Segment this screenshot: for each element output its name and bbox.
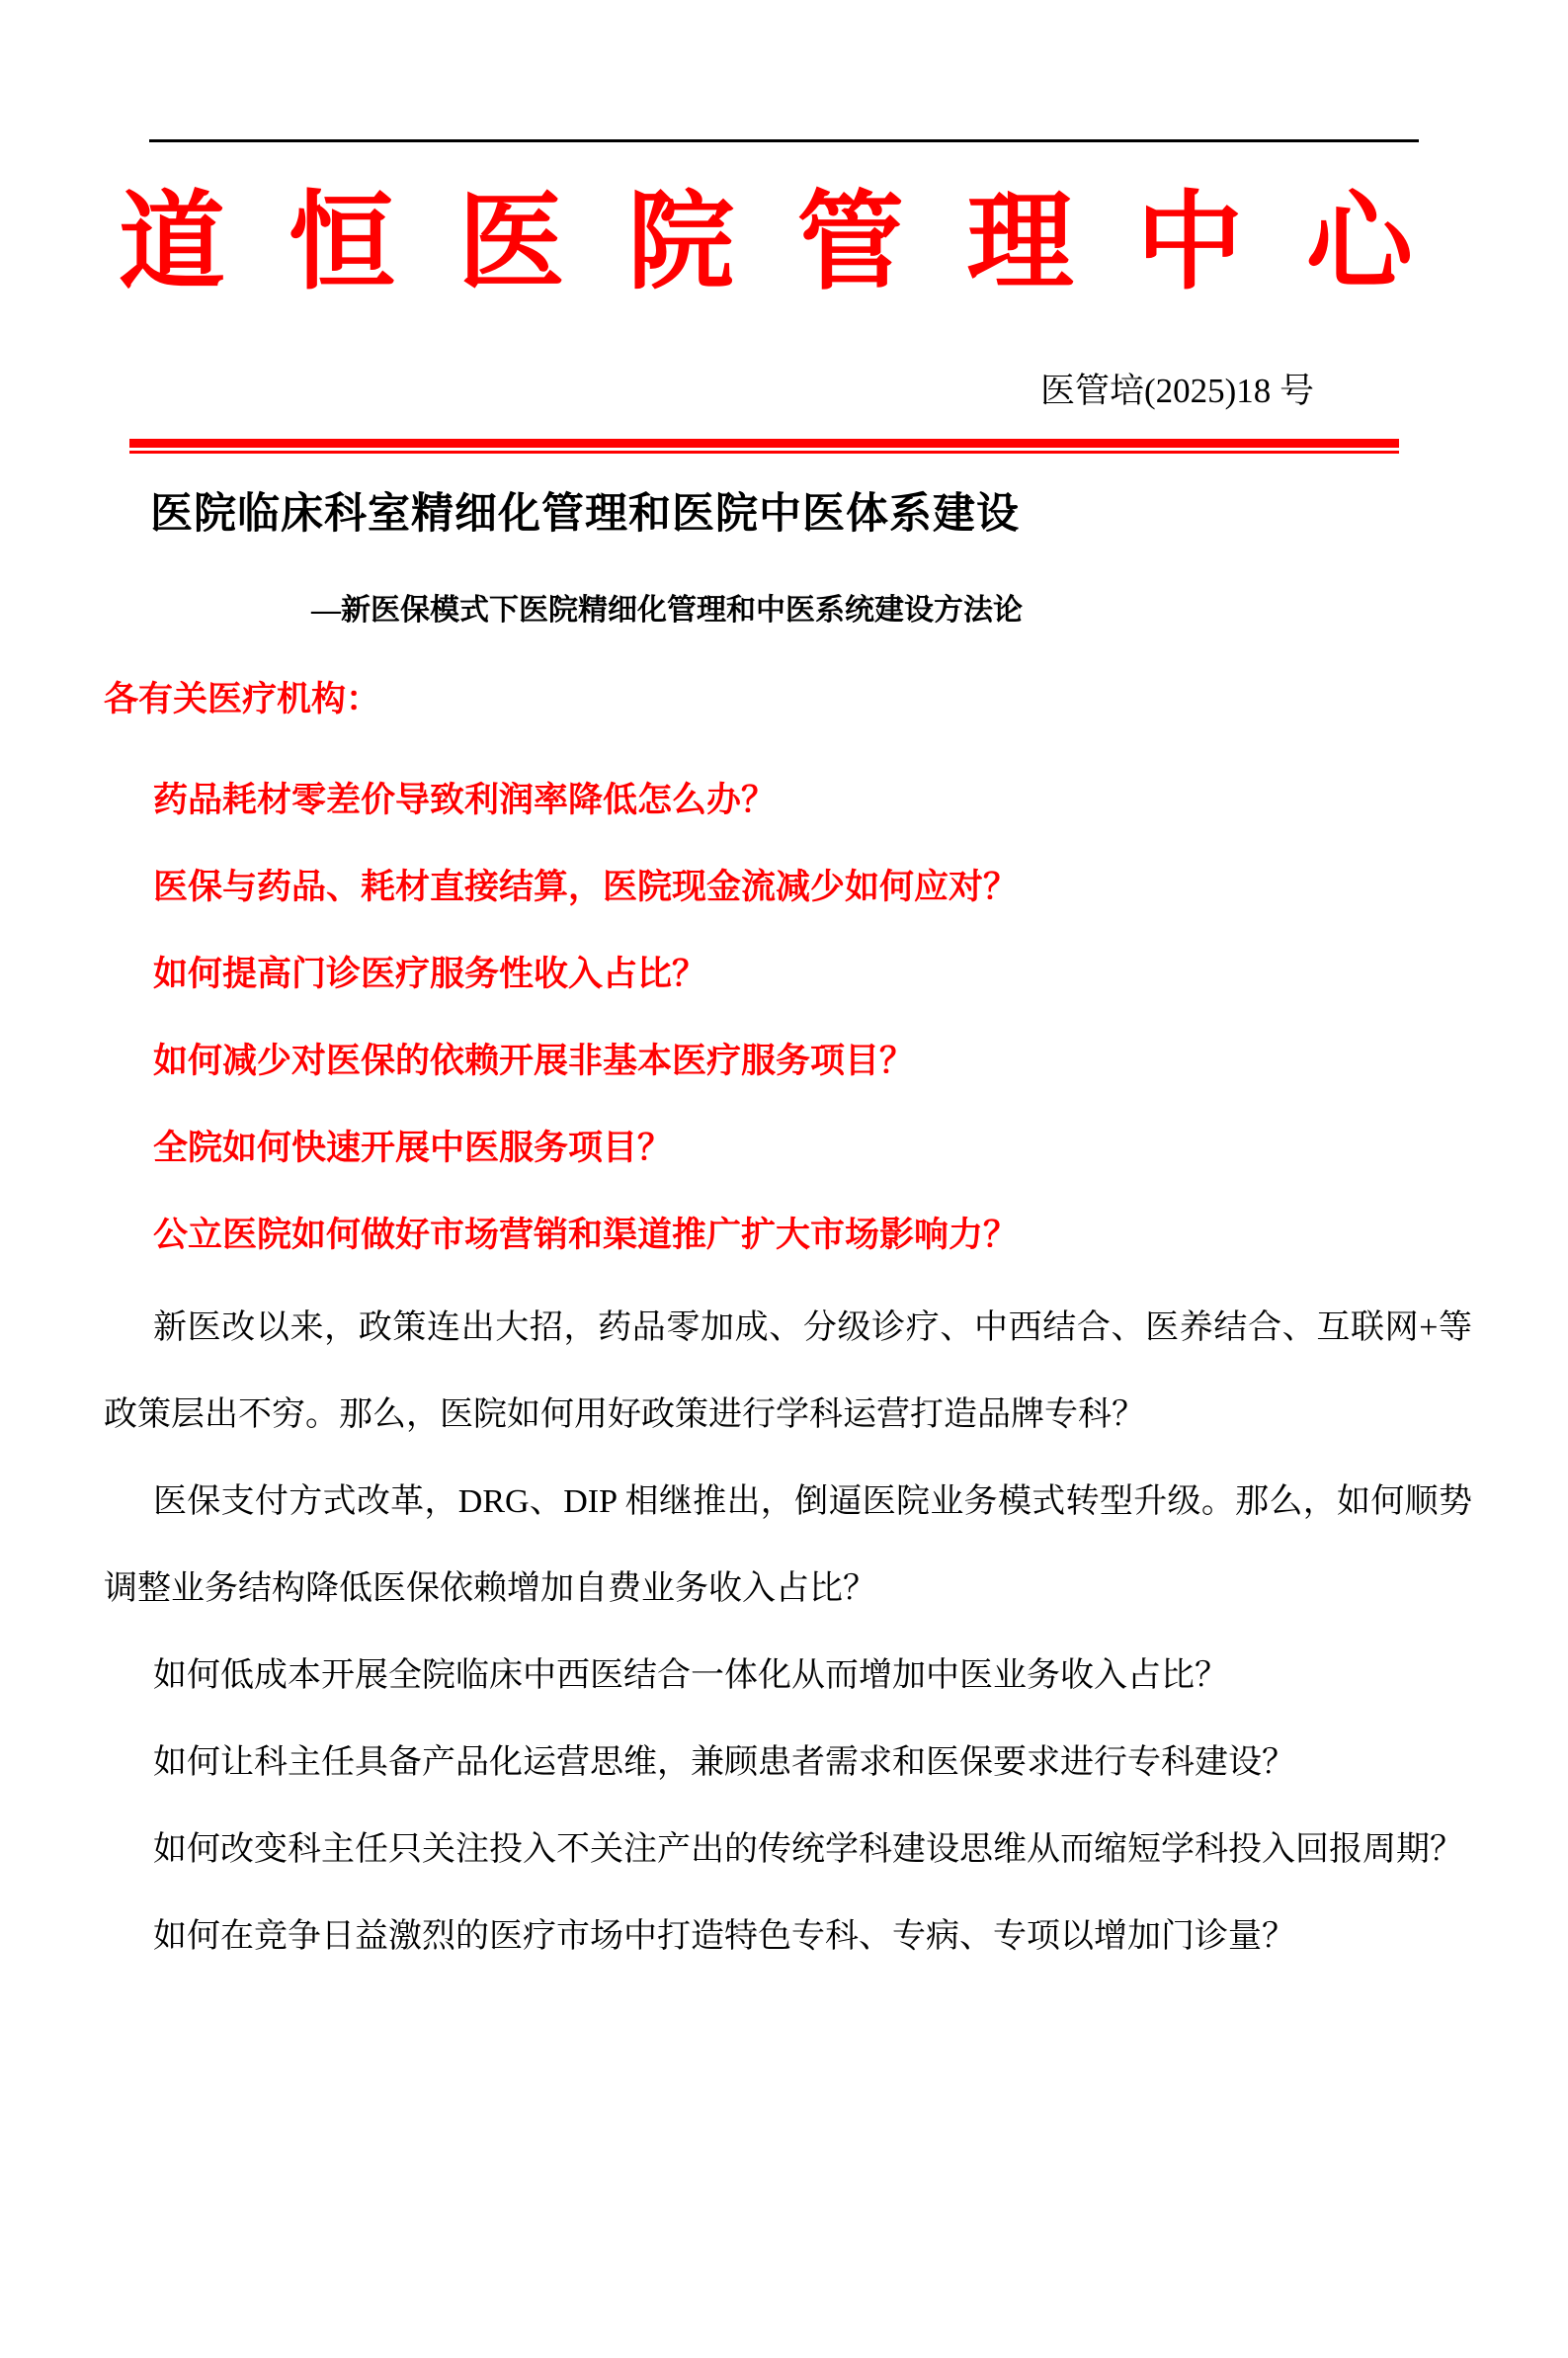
document-body [0, 489, 1568, 1980]
paragraph-list [104, 1285, 1472, 1980]
question-line: 如何减少对医保的依赖开展非基本医疗服务项目？ [153, 1042, 915, 1080]
document-number: 医管培(2025)18 号 [1039, 372, 1314, 410]
red-double-rule [129, 439, 1399, 454]
body-paragraph: 如何让科主任具备产品化运营思维，兼顾患者需求和医保要求进行专科建设？ [153, 1744, 1295, 1781]
question-line: 医保与药品、耗材直接结算，医院现金流减少如何应对？ [153, 868, 1019, 906]
body-paragraph: 医保支付方式改革，DRG、DIP 相继推出，倒逼医院业务模式转型升级。那么，如何顺势调整业务结构降低医保依赖增加自费业务收入占比？ [104, 1483, 1472, 1607]
question-line: 如何提高门诊医疗服务性收入占比？ [153, 955, 707, 993]
top-divider-rule [149, 139, 1419, 142]
question-list [104, 757, 1472, 1279]
document-subtitle: —新医保模式下医院精细化管理和中医系统建设方法论 [311, 594, 1023, 627]
question-line: 药品耗材零差价导致利润率降低怎么办？ [153, 781, 777, 819]
document-title: 医院临床科室精细化管理和医院中医体系建设 [150, 491, 1020, 538]
body-paragraph: 新医改以来，政策连出大招，药品零加成、分级诊疗、中西结合、医养结合、互联网+等政策层出不穷。那么，医院如何用好政策进行学科运营打造品牌专科？ [104, 1309, 1473, 1433]
body-paragraph: 如何低成本开展全院临床中西医结合一体化从而增加中医业务收入占比？ [153, 1657, 1228, 1694]
letterhead-title: 道 恒 医 院 管 理 中 心 [119, 182, 1413, 301]
body-paragraph: 如何在竞争日益激烈的医疗市场中打造特色专科、专病、专项以增加门诊量？ [153, 1918, 1295, 1955]
document-page [0, 139, 1568, 2358]
question-line: 全院如何快速开展中医服务项目？ [153, 1129, 673, 1167]
body-paragraph: 如何改变科主任只关注投入不关注产出的传统学科建设思维从而缩短学科投入回报周期？ [153, 1831, 1463, 1868]
salutation-line: 各有关医疗机构： [104, 680, 381, 718]
question-line: 公立医院如何做好市场营销和渠道推广扩大市场影响力？ [153, 1216, 1019, 1254]
